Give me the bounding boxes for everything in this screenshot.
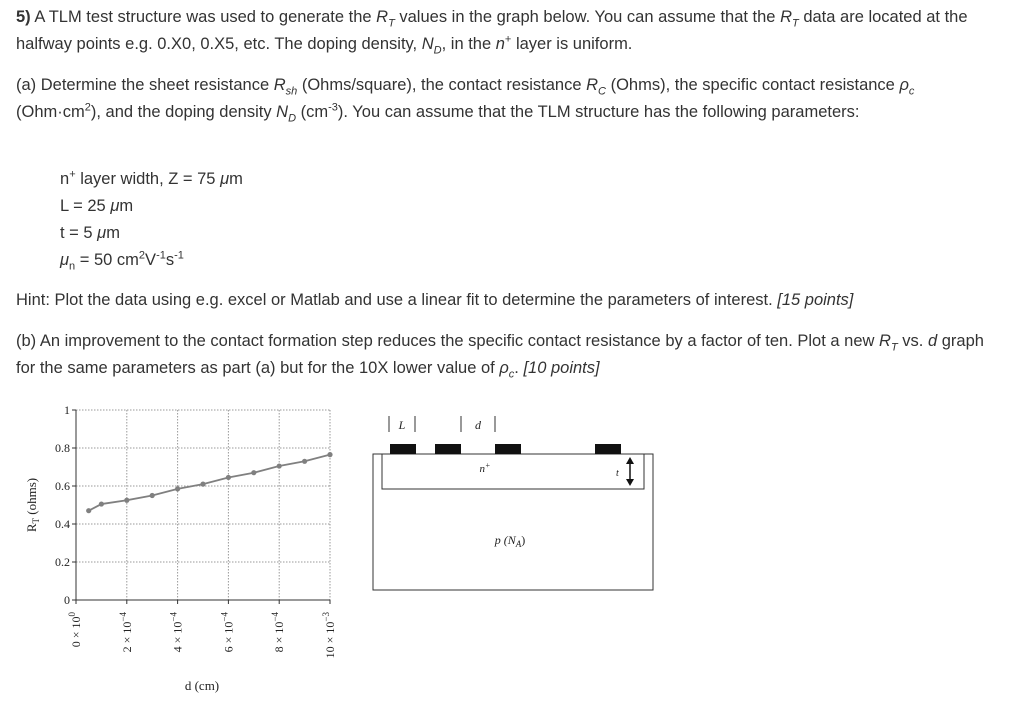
chart-series: [86, 452, 333, 513]
y-axis-label: $R_T$ (ohms): [24, 477, 41, 533]
y-tick-label: 0.4: [55, 517, 70, 531]
y-tick-labels: [55, 403, 70, 607]
x-tick-label: $2 \times 10^{-4}$: [117, 612, 134, 653]
contact-pad-3: [495, 444, 521, 454]
series-line: [89, 455, 330, 511]
data-point: [86, 508, 91, 513]
x-tick-label: $8 \times 10^{-4}$: [270, 612, 287, 653]
part-b-question: (b) An improvement to the contact formation step reduces the specific contact resistance by a factor of ten. Plot a new $R_T$ vs. d graph for the same parameters as part (a) but for the 10X lower value of $\rho_c$. [10 points]: [16, 332, 984, 381]
thickness-label: t: [616, 468, 619, 479]
hint-points: [15 points]: [777, 291, 854, 309]
chart-grid: [72, 410, 330, 604]
data-point: [226, 475, 231, 480]
x-axis-label: d (cm): [184, 678, 220, 693]
data-point: [124, 498, 129, 503]
rt-vs-d-chart: [10, 395, 370, 705]
data-point: [327, 452, 332, 457]
n-plus-layer: [382, 454, 644, 489]
data-point: [150, 493, 155, 498]
contact-pad-4: [595, 444, 621, 454]
parameter-list: [60, 166, 243, 274]
y-tick-label: 0: [64, 593, 70, 607]
p-substrate-label: p $(N_A)$: [494, 533, 526, 549]
substrate: [373, 454, 653, 590]
part-b-points: [10 points]: [523, 359, 600, 377]
param-length: L = 25 μm: [60, 197, 134, 215]
d-dimension-label: d: [475, 418, 481, 432]
data-point: [277, 463, 282, 468]
tlm-structure-diagram: [365, 408, 665, 608]
x-tick-label: $0 \times 10^0$: [67, 612, 83, 648]
l-dimension-label: L: [398, 418, 406, 432]
param-thickness: t = 5 μm: [60, 224, 120, 242]
param-mobility: $\mu_n = 50$ $cm^2V^{-1}s^{-1}$: [60, 249, 184, 273]
problem-intro: 5) A TLM test structure was used to generate the $R_T$ values in the graph below. You can assume that the $R_T$ data are located at the halfway points e.g. 0.X0, 0.X5, etc. The doping density, $N_D$, in the n+ layer is uniform.: [16, 8, 968, 57]
x-tick-labels: [67, 612, 337, 659]
data-point: [302, 459, 307, 464]
y-tick-label: 0.8: [55, 441, 70, 455]
data-point: [99, 501, 104, 506]
param-width: n+ layer width, Z = 75 μm: [60, 168, 243, 188]
x-tick-label: $6 \times 10^{-4}$: [219, 612, 236, 653]
x-tick-label: $4 \times 10^{-4}$: [168, 612, 185, 653]
x-tick-label: $10 \times 10^{-3}$: [321, 612, 337, 659]
data-point: [251, 470, 256, 475]
problem-number: 5): [16, 8, 31, 26]
y-tick-label: 0.2: [55, 555, 70, 569]
contact-pad-2: [435, 444, 461, 454]
thickness-arrow-icon: [626, 457, 634, 486]
data-point: [200, 482, 205, 487]
n-plus-label: n+: [479, 461, 491, 475]
contact-pad-1: [390, 444, 416, 454]
part-a-question: (a) Determine the sheet resistance $R_{sh}$ (Ohms/square), the contact resistance $R_C$ (Ohms), the specific contact resistance $\rho_c$ $(Ohm\cdot cm^2)$, and the doping density $N_D$ $(cm^{-3})$. You can assume that the TLM structure has the following parameters:: [16, 76, 915, 125]
hint-text: Hint: Plot the data using e.g. excel or Matlab and use a linear fit to determine the parameters of interest. [15 points]: [16, 291, 854, 309]
data-point: [175, 486, 180, 491]
y-tick-label: 1: [64, 403, 70, 417]
y-tick-label: 0.6: [55, 479, 70, 493]
